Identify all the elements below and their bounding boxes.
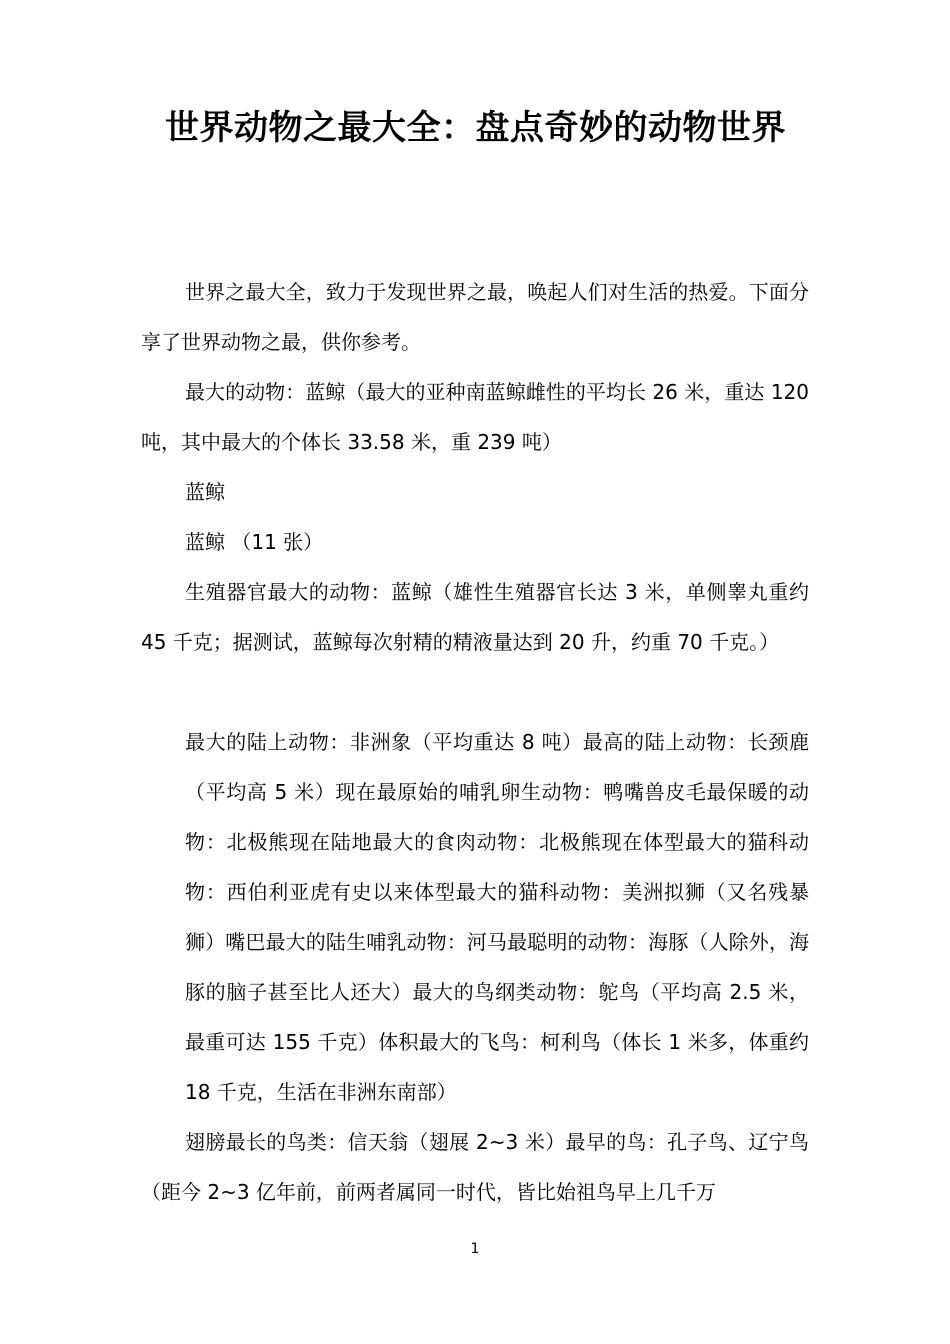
birds-paragraph: 翅膀最长的鸟类：信天翁（翅展 2~3 米）最早的鸟：孔子鸟、辽宁鸟（距今 2~3 亿年前，前两者属同一时代，皆比始祖鸟早上几千万 [141,1130,809,1204]
blue-whale-gallery-link: 蓝鲸 （11 张） [185,530,324,554]
blue-whale-caption: 蓝鲸 [185,480,225,504]
page-number: 1 [470,1241,480,1257]
blue-whale-paragraph: 最大的动物：蓝鲸（最大的亚种南蓝鲸雌性的平均长 26 米，重达 120 吨，其中最大的个体长 33.58 米，重 239 吨） [141,380,809,454]
intro-paragraph: 世界之最大全，致力于发现世界之最，唤起人们对生活的热爱。下面分享了世界动物之最，供你参考。 [141,280,809,354]
reproductive-organ-paragraph: 生殖器官最大的动物：蓝鲸（雄性生殖器官长达 3 米，单侧睾丸重约 45 千克；据测试，蓝鲸每次射精的精液量达到 20 升，约重 70 千克。） [141,580,809,654]
document-title: 世界动物之最大全：盘点奇妙的动物世界 [165,108,786,148]
land-animals-paragraph: 最大的陆上动物：非洲象（平均重达 8 吨）最高的陆上动物：长颈鹿（平均高 5 米）现在最原始的哺乳卵生动物：鸭嘴兽皮毛最保暖的动物：北极熊现在陆地最大的食肉动物：北极熊现在体型最大的猫科动物：西伯利亚虎有史以来体型最大的猫科动物：美洲拟狮（又名残暴狮）嘴巴最大的陆生哺乳动物：河马最聪明的动物：海豚（人除外，海豚的脑子甚至比人还大）最大的鸟纲类动物：鸵鸟（平均高 2.5 米，最重可达 155 千克）体积最大的飞鸟：柯利鸟（体长 1 米多，体重约 18 千克，生活在非洲东南部） [185,730,809,1104]
